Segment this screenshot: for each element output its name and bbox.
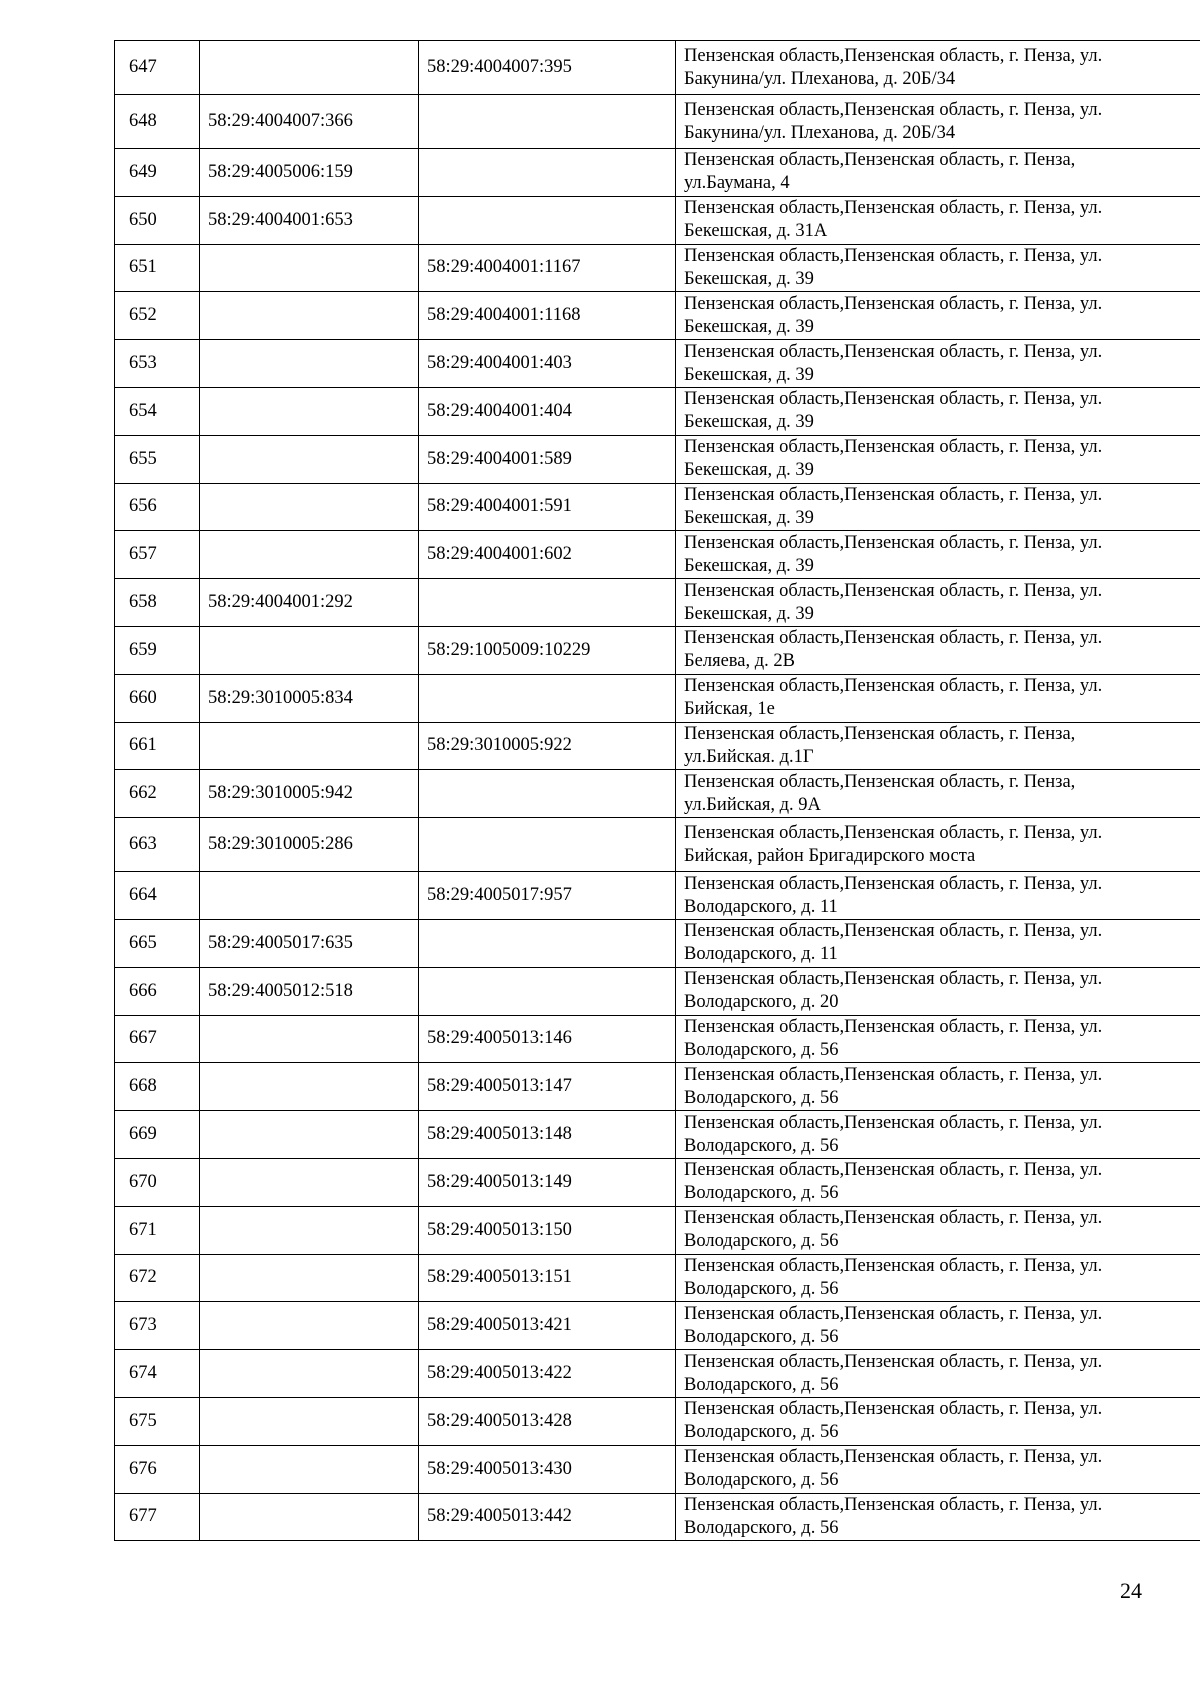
address-line: Пензенская область,Пензенская область, г. Пенза, ул. <box>684 1160 1103 1181</box>
address-line: Бекешская, д. 39 <box>684 555 814 576</box>
table-row <box>115 292 1200 340</box>
address-line: Пензенская область,Пензенская область, г. Пенза, ул. <box>684 389 1103 410</box>
address-cell <box>676 579 1200 627</box>
cadastral-number-cell <box>200 626 419 674</box>
cadastral-number-secondary-cell: 58:29:4005013:428 <box>419 1397 676 1445</box>
table-row <box>115 626 1200 674</box>
table-row <box>115 770 1200 818</box>
address-line: Пензенская область,Пензенская область, г. Пенза, ул. <box>684 969 1103 990</box>
row-number-cell: 665 <box>115 919 200 967</box>
row-number-cell: 670 <box>115 1158 200 1206</box>
cadastral-number-cell <box>200 1158 419 1206</box>
table-row <box>115 919 1200 967</box>
address-line: Пензенская область,Пензенская область, г. Пенза, ул. <box>684 293 1103 314</box>
address-line: Бакунина/ул. Плеханова, д. 20Б/34 <box>684 68 956 89</box>
address-line: Пензенская область,Пензенская область, г. Пенза, ул. <box>684 1016 1103 1037</box>
table-row <box>115 722 1200 770</box>
cadastral-number-secondary-cell <box>419 967 676 1015</box>
row-number-cell: 667 <box>115 1015 200 1063</box>
row-number-cell: 648 <box>115 95 200 149</box>
cadastral-number-secondary-cell: 58:29:4004001:404 <box>419 387 676 435</box>
address-line: Пензенская область,Пензенская область, г. Пенза, ул. <box>684 1208 1103 1229</box>
address-cell <box>676 196 1200 244</box>
table-row <box>115 387 1200 435</box>
address-cell <box>676 149 1200 197</box>
address-line: Пензенская область,Пензенская область, г. Пенза, ул. <box>684 198 1103 219</box>
table-row <box>115 1254 1200 1302</box>
property-table-body <box>115 41 1200 1541</box>
table-row <box>115 818 1200 872</box>
address-line: Пензенская область,Пензенская область, г. Пенза, ул. <box>684 1255 1103 1276</box>
address-line: Бийская, 1е <box>684 699 775 720</box>
address-cell <box>676 387 1200 435</box>
cadastral-number-secondary-cell <box>419 196 676 244</box>
address-line: Володарского, д. 56 <box>684 1326 839 1347</box>
address-line: Пензенская область,Пензенская область, г. Пенза, ул. <box>684 45 1103 66</box>
cadastral-number-secondary-cell: 58:29:4004001:602 <box>419 531 676 579</box>
cadastral-number-cell <box>200 1111 419 1159</box>
address-line: Пензенская область,Пензенская область, г. Пенза, ул. <box>684 245 1103 266</box>
address-cell <box>676 244 1200 292</box>
cadastral-number-secondary-cell: 58:29:4005013:149 <box>419 1158 676 1206</box>
cadastral-number-cell <box>200 1302 419 1350</box>
row-number-cell: 672 <box>115 1254 200 1302</box>
cadastral-number-secondary-cell: 58:29:4005013:430 <box>419 1445 676 1493</box>
address-line: Пензенская область,Пензенская область, г. Пенза, ул. <box>684 1399 1103 1420</box>
cadastral-number-secondary-cell: 58:29:1005009:10229 <box>419 626 676 674</box>
address-line: Бекешская, д. 39 <box>684 412 814 433</box>
address-cell <box>676 1302 1200 1350</box>
row-number-cell: 668 <box>115 1063 200 1111</box>
row-number-cell: 647 <box>115 41 200 95</box>
address-line: Пензенская область,Пензенская область, г. Пенза, ул. <box>684 341 1103 362</box>
address-line: Володарского, д. 56 <box>684 1470 839 1491</box>
cadastral-number-secondary-cell <box>419 579 676 627</box>
cadastral-number-cell <box>200 1254 419 1302</box>
address-line: Пензенская область,Пензенская область, г. Пенза, ул. <box>684 1494 1103 1515</box>
cadastral-number-secondary-cell <box>419 95 676 149</box>
address-line: Бекешская, д. 39 <box>684 460 814 481</box>
page-number: 24 <box>1120 1578 1142 1603</box>
cadastral-number-secondary-cell: 58:29:4004001:1168 <box>419 292 676 340</box>
address-cell <box>676 1397 1200 1445</box>
row-number-cell: 666 <box>115 967 200 1015</box>
address-cell <box>676 340 1200 388</box>
table-row <box>115 483 1200 531</box>
table-row <box>115 967 1200 1015</box>
row-number-cell: 677 <box>115 1493 200 1541</box>
address-line: Бекешская, д. 39 <box>684 364 814 385</box>
cadastral-number-secondary-cell: 58:29:4005013:421 <box>419 1302 676 1350</box>
address-cell <box>676 1158 1200 1206</box>
address-cell <box>676 1254 1200 1302</box>
table-row <box>115 435 1200 483</box>
table-row <box>115 579 1200 627</box>
table-row <box>115 196 1200 244</box>
address-line: ул.Бийская, д. 9А <box>684 794 821 815</box>
table-row <box>115 41 1200 95</box>
cadastral-number-secondary-cell <box>419 674 676 722</box>
table-row <box>115 1063 1200 1111</box>
cadastral-number-secondary-cell: 58:29:4005017:957 <box>419 872 676 920</box>
address-line: Пензенская область,Пензенская область, г. Пенза, ул. <box>684 628 1103 649</box>
cadastral-number-secondary-cell: 58:29:4004001:589 <box>419 435 676 483</box>
address-cell <box>676 1063 1200 1111</box>
cadastral-number-secondary-cell: 58:29:4005013:151 <box>419 1254 676 1302</box>
table-row <box>115 95 1200 149</box>
cadastral-number-cell: 58:29:4005017:635 <box>200 919 419 967</box>
address-line: Пензенская область,Пензенская область, г. Пенза, ул. <box>684 532 1103 553</box>
row-number-cell: 650 <box>115 196 200 244</box>
address-line: Володарского, д. 56 <box>684 1374 839 1395</box>
cadastral-number-cell <box>200 1493 419 1541</box>
address-line: Володарского, д. 56 <box>684 1278 839 1299</box>
cadastral-number-cell <box>200 292 419 340</box>
table-row <box>115 340 1200 388</box>
table-row <box>115 674 1200 722</box>
address-line: Пензенская область,Пензенская область, г. Пенза, ул. <box>684 1351 1103 1372</box>
row-number-cell: 658 <box>115 579 200 627</box>
cadastral-number-cell: 58:29:4004001:653 <box>200 196 419 244</box>
address-cell <box>676 626 1200 674</box>
address-line: Пензенская область,Пензенская область, г. Пенза, ул. <box>684 484 1103 505</box>
cadastral-number-secondary-cell: 58:29:4005013:148 <box>419 1111 676 1159</box>
address-cell <box>676 1206 1200 1254</box>
row-number-cell: 675 <box>115 1397 200 1445</box>
row-number-cell: 674 <box>115 1350 200 1398</box>
cadastral-number-cell: 58:29:3010005:834 <box>200 674 419 722</box>
table-row <box>115 1158 1200 1206</box>
address-line: Пензенская область,Пензенская область, г. Пенза, <box>684 150 1076 171</box>
address-cell <box>676 41 1200 95</box>
address-line: Володарского, д. 56 <box>684 1183 839 1204</box>
address-line: Бекешская, д. 39 <box>684 507 814 528</box>
table-row <box>115 531 1200 579</box>
address-cell <box>676 1445 1200 1493</box>
row-number-cell: 663 <box>115 818 200 872</box>
address-line: Пензенская область,Пензенская область, г. Пенза, ул. <box>684 921 1103 942</box>
cadastral-number-cell <box>200 244 419 292</box>
row-number-cell: 656 <box>115 483 200 531</box>
address-cell <box>676 435 1200 483</box>
row-number-cell: 651 <box>115 244 200 292</box>
row-number-cell: 652 <box>115 292 200 340</box>
row-number-cell: 671 <box>115 1206 200 1254</box>
address-line: Пензенская область,Пензенская область, г. Пенза, ул. <box>684 1064 1103 1085</box>
cadastral-number-cell <box>200 1397 419 1445</box>
address-line: Володарского, д. 56 <box>684 1039 839 1060</box>
property-table <box>114 40 1200 1541</box>
table-row <box>115 1493 1200 1541</box>
cadastral-number-secondary-cell <box>419 149 676 197</box>
cadastral-number-cell <box>200 435 419 483</box>
cadastral-number-cell: 58:29:4004007:366 <box>200 95 419 149</box>
table-row <box>115 1397 1200 1445</box>
address-line: Володарского, д. 11 <box>684 896 838 917</box>
cadastral-number-secondary-cell <box>419 770 676 818</box>
cadastral-number-secondary-cell: 58:29:4005013:442 <box>419 1493 676 1541</box>
address-line: Пензенская область,Пензенская область, г. Пенза, ул. <box>684 676 1103 697</box>
address-line: Володарского, д. 56 <box>684 1231 839 1252</box>
row-number-cell: 669 <box>115 1111 200 1159</box>
address-line: Пензенская область,Пензенская область, г. Пенза, <box>684 723 1076 744</box>
address-cell <box>676 531 1200 579</box>
address-cell <box>676 919 1200 967</box>
address-cell <box>676 1015 1200 1063</box>
row-number-cell: 676 <box>115 1445 200 1493</box>
cadastral-number-cell <box>200 1206 419 1254</box>
row-number-cell: 654 <box>115 387 200 435</box>
address-line: Володарского, д. 56 <box>684 1517 839 1538</box>
address-line: Беляева, д. 2В <box>684 651 795 672</box>
cadastral-number-cell: 58:29:4005012:518 <box>200 967 419 1015</box>
cadastral-number-cell: 58:29:3010005:942 <box>200 770 419 818</box>
row-number-cell: 660 <box>115 674 200 722</box>
cadastral-number-cell <box>200 1015 419 1063</box>
table-row <box>115 1302 1200 1350</box>
table-row <box>115 1350 1200 1398</box>
cadastral-number-secondary-cell: 58:29:4004001:591 <box>419 483 676 531</box>
address-line: Пензенская область,Пензенская область, г. Пенза, ул. <box>684 99 1103 120</box>
cadastral-number-cell <box>200 872 419 920</box>
cadastral-number-cell <box>200 722 419 770</box>
address-cell <box>676 1350 1200 1398</box>
address-cell <box>676 722 1200 770</box>
address-line: ул.Баумана, 4 <box>684 173 790 194</box>
address-line: ул.Бийская. д.1Г <box>684 746 814 767</box>
row-number-cell: 655 <box>115 435 200 483</box>
address-line: Володарского, д. 56 <box>684 1135 839 1156</box>
address-cell <box>676 292 1200 340</box>
address-line: Пензенская область,Пензенская область, г. Пенза, ул. <box>684 1112 1103 1133</box>
address-line: Бийская, район Бригадирского моста <box>684 845 976 866</box>
row-number-cell: 653 <box>115 340 200 388</box>
address-cell <box>676 1111 1200 1159</box>
cadastral-number-cell <box>200 1445 419 1493</box>
address-line: Пензенская область,Пензенская область, г. Пенза, <box>684 771 1076 792</box>
address-cell <box>676 818 1200 872</box>
cadastral-number-secondary-cell: 58:29:4004001:1167 <box>419 244 676 292</box>
table-row <box>115 1445 1200 1493</box>
address-cell <box>676 674 1200 722</box>
cadastral-number-secondary-cell: 58:29:4005013:146 <box>419 1015 676 1063</box>
row-number-cell: 661 <box>115 722 200 770</box>
cadastral-number-cell <box>200 41 419 95</box>
address-cell <box>676 967 1200 1015</box>
address-cell <box>676 95 1200 149</box>
cadastral-number-secondary-cell <box>419 919 676 967</box>
cadastral-number-cell: 58:29:4005006:159 <box>200 149 419 197</box>
table-row <box>115 872 1200 920</box>
cadastral-number-cell <box>200 483 419 531</box>
cadastral-number-cell: 58:29:3010005:286 <box>200 818 419 872</box>
cadastral-number-secondary-cell: 58:29:4004001:403 <box>419 340 676 388</box>
address-cell <box>676 483 1200 531</box>
row-number-cell: 664 <box>115 872 200 920</box>
cadastral-number-cell <box>200 1063 419 1111</box>
table-row <box>115 1111 1200 1159</box>
address-line: Пензенская область,Пензенская область, г. Пенза, ул. <box>684 873 1103 894</box>
cadastral-number-secondary-cell: 58:29:3010005:922 <box>419 722 676 770</box>
cadastral-number-cell <box>200 531 419 579</box>
address-line: Володарского, д. 56 <box>684 1087 839 1108</box>
address-cell <box>676 1493 1200 1541</box>
row-number-cell: 649 <box>115 149 200 197</box>
address-cell <box>676 770 1200 818</box>
address-line: Бекешская, д. 39 <box>684 316 814 337</box>
cadastral-number-secondary-cell: 58:29:4005013:422 <box>419 1350 676 1398</box>
address-line: Бакунина/ул. Плеханова, д. 20Б/34 <box>684 122 956 143</box>
address-line: Бекешская, д. 39 <box>684 603 814 624</box>
row-number-cell: 673 <box>115 1302 200 1350</box>
table-row <box>115 1015 1200 1063</box>
row-number-cell: 657 <box>115 531 200 579</box>
cadastral-number-cell <box>200 340 419 388</box>
address-cell <box>676 872 1200 920</box>
row-number-cell: 659 <box>115 626 200 674</box>
address-line: Бекешская, д. 39 <box>684 268 814 289</box>
table-row <box>115 149 1200 197</box>
cadastral-number-secondary-cell: 58:29:4005013:147 <box>419 1063 676 1111</box>
address-line: Пензенская область,Пензенская область, г. Пенза, ул. <box>684 580 1103 601</box>
address-line: Пензенская область,Пензенская область, г. Пенза, ул. <box>684 822 1103 843</box>
row-number-cell: 662 <box>115 770 200 818</box>
cadastral-number-cell: 58:29:4004001:292 <box>200 579 419 627</box>
address-line: Володарского, д. 20 <box>684 992 839 1013</box>
cadastral-number-secondary-cell: 58:29:4004007:395 <box>419 41 676 95</box>
cadastral-number-cell <box>200 387 419 435</box>
address-line: Пензенская область,Пензенская область, г. Пенза, ул. <box>684 1303 1103 1324</box>
cadastral-number-secondary-cell <box>419 818 676 872</box>
table-row <box>115 244 1200 292</box>
address-line: Бекешская, д. 31А <box>684 221 828 242</box>
address-line: Володарского, д. 11 <box>684 944 838 965</box>
address-line: Пензенская область,Пензенская область, г. Пенза, ул. <box>684 437 1103 458</box>
cadastral-number-cell <box>200 1350 419 1398</box>
address-line: Володарского, д. 56 <box>684 1422 839 1443</box>
address-line: Пензенская область,Пензенская область, г. Пенза, ул. <box>684 1447 1103 1468</box>
cadastral-number-secondary-cell: 58:29:4005013:150 <box>419 1206 676 1254</box>
table-row <box>115 1206 1200 1254</box>
